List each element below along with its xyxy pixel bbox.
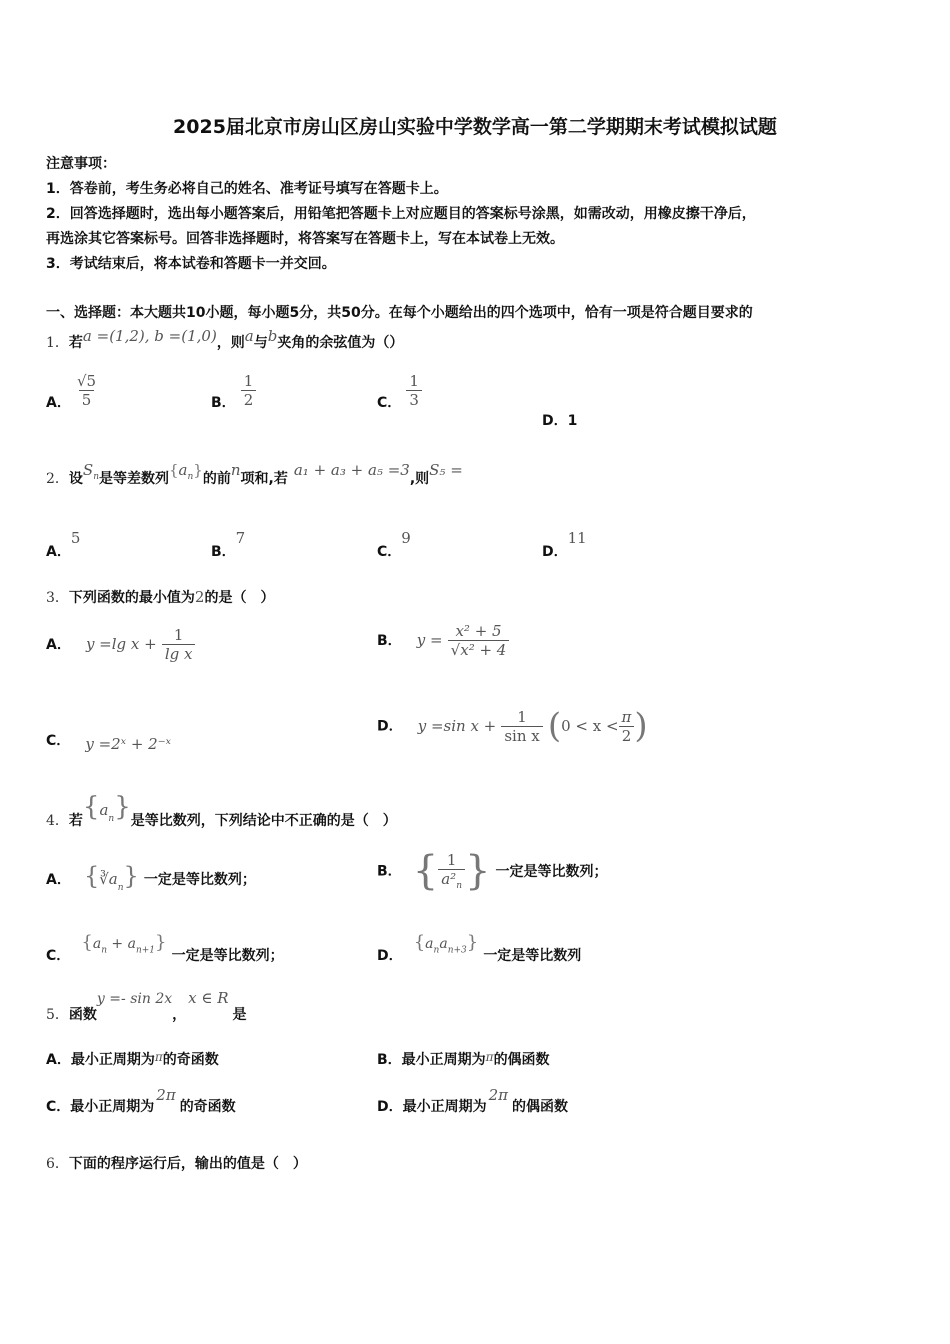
right-brace: } bbox=[464, 848, 491, 894]
q2-mid2: 的前 bbox=[202, 471, 231, 487]
q3-option-b-fraction bbox=[448, 622, 510, 659]
notice-line-2b: 再选涂其它答案标号。回答非选择题时，将答案写在答题卡上，写在本试卷上无效。 bbox=[46, 231, 564, 247]
question-6 bbox=[46, 1153, 307, 1173]
q6-text: 下面的程序运行后，输出的值是（ ） bbox=[68, 1156, 307, 1172]
question-2 bbox=[46, 461, 463, 490]
q3-pre: 下列函数的最小值为 bbox=[68, 590, 195, 606]
left-brace: { bbox=[412, 848, 439, 894]
q4-option-a-set: $\{∛a_n\}$ bbox=[83, 862, 139, 893]
question-number: 1． bbox=[46, 335, 69, 351]
q3-value: 2 bbox=[194, 588, 205, 606]
q4-option-c-set: $\{a_n + a_{n+1}\}$ bbox=[81, 932, 167, 956]
q4-option-d bbox=[377, 932, 582, 964]
option-label: C． bbox=[377, 544, 402, 560]
option-label: C． bbox=[377, 395, 402, 411]
q1-condition: a =(1,2), b =(1,0) bbox=[82, 327, 217, 345]
q5-pre: 函数 bbox=[68, 1007, 97, 1023]
option-label: A． bbox=[46, 637, 71, 653]
q2-pre: 设 bbox=[68, 471, 83, 487]
numerator: 1 bbox=[243, 372, 254, 390]
q1-vector-a: a bbox=[244, 327, 254, 345]
q5-comma: ， bbox=[172, 1007, 187, 1023]
q3-option-d-fraction bbox=[501, 708, 542, 745]
notice-heading: 注意事项： bbox=[46, 156, 116, 172]
option-lhs: y =lg x + bbox=[85, 635, 157, 653]
option-label: D． bbox=[377, 718, 403, 735]
option-label: B．最小正周期为 bbox=[377, 1052, 486, 1068]
symbol: S bbox=[82, 461, 94, 479]
question-number: 2． bbox=[46, 471, 69, 487]
numerator: 1 bbox=[446, 850, 457, 869]
numerator: 1 bbox=[409, 372, 419, 390]
denominator: lg x bbox=[162, 644, 196, 663]
q4-option-d-set: $\{a_na_{n+3}\}$ bbox=[413, 932, 479, 956]
expression: a bbox=[92, 936, 102, 952]
q5-option-d bbox=[377, 1086, 569, 1116]
option-value: 9 bbox=[401, 529, 411, 547]
option-text: 的奇函数 bbox=[179, 1099, 236, 1115]
subscript: n bbox=[108, 814, 115, 825]
numerator: 1 bbox=[173, 626, 184, 644]
q3-option-b bbox=[377, 622, 509, 659]
option-label: B． bbox=[377, 633, 402, 649]
question-1 bbox=[46, 327, 404, 352]
denominator: √x² + 4 bbox=[448, 640, 510, 659]
option-label: B． bbox=[211, 395, 236, 411]
subscript: n bbox=[117, 882, 124, 893]
q2-mid3: 项和,若 bbox=[240, 471, 288, 487]
q4-option-a bbox=[46, 862, 256, 893]
q4-option-b bbox=[377, 848, 608, 894]
option-label: A． bbox=[46, 872, 71, 888]
q1-option-a bbox=[46, 372, 101, 421]
option-text: 一定是等比数列 bbox=[483, 948, 582, 964]
option-label: C． bbox=[46, 948, 71, 964]
denominator: 5 bbox=[79, 390, 95, 409]
numerator: 1 bbox=[517, 707, 527, 726]
expression-mid: a bbox=[439, 936, 448, 952]
symbol: a bbox=[99, 801, 109, 819]
denominator: sin x bbox=[501, 726, 542, 745]
q2-mid4: ,则 bbox=[409, 471, 430, 487]
q5-domain: x ∈ R bbox=[188, 989, 229, 1007]
expression: a bbox=[425, 936, 434, 952]
q3-post: 的是（ ） bbox=[204, 590, 275, 606]
q2-option-b bbox=[211, 528, 246, 560]
option-label: B． bbox=[377, 863, 402, 880]
notice-line-2a: 2．回答选择题时，选出每小题答案后，用铅笔把答题卡上对应题目的答案标号涂黑，如需改动，用橡皮擦干净后， bbox=[46, 206, 756, 222]
question-4 bbox=[46, 792, 397, 830]
option-label: A． bbox=[46, 544, 71, 560]
q2-option-a bbox=[46, 528, 81, 560]
section-heading: 一、选择题：本大题共10小题，每小题5分，共50分。在每个小题给出的四个选项中，恰有一项是符合题目要求的 bbox=[46, 305, 753, 321]
q1-option-c bbox=[377, 372, 422, 421]
option-condition: 0 < x < bbox=[561, 717, 619, 735]
q5-function: y =- sin 2x bbox=[96, 991, 173, 1007]
q5-post: 是 bbox=[232, 1007, 247, 1023]
subscript: n bbox=[433, 945, 440, 956]
q2-an-set: $\{a_n\}$ bbox=[169, 461, 203, 482]
question-number: 4． bbox=[46, 813, 69, 829]
option-text: 的偶函数 bbox=[493, 1052, 550, 1068]
q2-option-c bbox=[377, 528, 411, 560]
q4-post: 是等比数列，下列结论中不正确的是（ ） bbox=[130, 813, 397, 829]
option-label: D．最小正周期为 bbox=[377, 1099, 487, 1115]
subscript: n bbox=[187, 472, 194, 482]
option-symbol: π bbox=[485, 1050, 494, 1064]
denominator: 2 bbox=[241, 390, 257, 409]
numerator: π bbox=[621, 707, 632, 726]
page-title: 2025届北京市房山区房山实验中学数学高一第二学期期末考试模拟试题 bbox=[173, 116, 777, 138]
right-paren: ) bbox=[634, 706, 648, 746]
option-symbol: π bbox=[154, 1050, 163, 1064]
question-number: 3． bbox=[46, 590, 69, 606]
q2-equation: a₁ + a₃ + a₅ =3 bbox=[293, 461, 410, 479]
q5-option-a bbox=[46, 1049, 219, 1069]
q1-option-c-fraction bbox=[406, 372, 422, 409]
option-text: 一定是等比数列； bbox=[143, 872, 256, 888]
option-label: A．最小正周期为 bbox=[46, 1052, 155, 1068]
symbol: a bbox=[178, 461, 188, 479]
q1-mid1: ，则 bbox=[216, 335, 245, 351]
subscript: n bbox=[456, 880, 462, 891]
denominator: 2 bbox=[619, 726, 635, 745]
subscript: n bbox=[93, 472, 99, 482]
denominator: 3 bbox=[406, 390, 422, 409]
q1-option-b-fraction bbox=[241, 372, 257, 409]
question-3 bbox=[46, 587, 274, 607]
q3-option-c bbox=[46, 730, 171, 753]
q2-S5: S₅ = bbox=[429, 461, 463, 479]
q2-option-d bbox=[542, 528, 587, 560]
option-lhs: y = bbox=[416, 631, 443, 649]
expression: ∛a bbox=[99, 870, 118, 888]
notice-line-3: 3．考试结束后，将本试卷和答题卡一并交回。 bbox=[46, 256, 336, 272]
q1-pre: 若 bbox=[68, 335, 83, 351]
q1-option-b bbox=[211, 372, 256, 421]
q1-mid2: 与 bbox=[253, 335, 268, 351]
q3-option-d-condition-fraction bbox=[619, 708, 635, 745]
q3-option-a bbox=[46, 626, 195, 663]
option-label: C． bbox=[46, 733, 71, 749]
q4-option-c bbox=[46, 932, 284, 964]
q2-mid1: 是等差数列 bbox=[99, 471, 169, 487]
option-expression: y =2ˣ + 2⁻ˣ bbox=[85, 735, 171, 753]
subscript: n+3 bbox=[447, 945, 467, 956]
option-text: 一定是等比数列； bbox=[171, 948, 284, 964]
subscript: n+1 bbox=[135, 945, 156, 956]
q4-option-b-fraction bbox=[438, 851, 465, 892]
q2-n: n bbox=[230, 461, 241, 479]
option-lhs: y =sin x + bbox=[417, 716, 497, 735]
option-label: B． bbox=[211, 544, 236, 560]
option-label: A． bbox=[46, 395, 71, 411]
option-value: 7 bbox=[235, 529, 246, 547]
option-text: 的奇函数 bbox=[162, 1052, 219, 1068]
option-text: 的偶函数 bbox=[512, 1099, 569, 1115]
q2-Sn bbox=[82, 461, 99, 482]
q1-post: 夹角的余弦值为（） bbox=[277, 335, 404, 351]
option-label: D． bbox=[377, 948, 403, 964]
numerator: √5 bbox=[76, 372, 97, 390]
question-5 bbox=[46, 988, 247, 1023]
q4-an-set: $\{a_n\}$ bbox=[82, 792, 131, 825]
expression-plus: + a bbox=[106, 936, 136, 952]
option-symbol: 2π bbox=[488, 1086, 509, 1104]
q3-option-d bbox=[377, 706, 648, 746]
question-number: 6． bbox=[46, 1156, 69, 1172]
denominator-text: a² bbox=[441, 869, 457, 888]
denominator bbox=[438, 869, 465, 892]
q4-pre: 若 bbox=[68, 813, 83, 829]
subscript: n bbox=[101, 945, 107, 956]
option-label: D． bbox=[542, 544, 568, 560]
q5-option-b bbox=[377, 1049, 550, 1069]
option-symbol: 2π bbox=[156, 1086, 176, 1104]
notice-line-1: 1．答卷前，考生务必将自己的姓名、准考证号填写在答题卡上。 bbox=[46, 181, 448, 197]
q1-option-a-fraction bbox=[74, 372, 99, 409]
numerator: x² + 5 bbox=[455, 622, 502, 640]
option-text: 一定是等比数列； bbox=[495, 864, 608, 880]
q5-option-c bbox=[46, 1086, 236, 1116]
option-value: 5 bbox=[70, 529, 81, 547]
question-number: 5． bbox=[46, 1007, 69, 1023]
q3-option-a-fraction bbox=[162, 626, 196, 663]
q1-vector-b: b bbox=[267, 327, 278, 345]
option-value: 11 bbox=[567, 529, 587, 547]
left-paren: ( bbox=[547, 706, 562, 746]
option-label: C．最小正周期为 bbox=[46, 1099, 155, 1115]
q1-option-d: D．1 bbox=[542, 413, 578, 429]
